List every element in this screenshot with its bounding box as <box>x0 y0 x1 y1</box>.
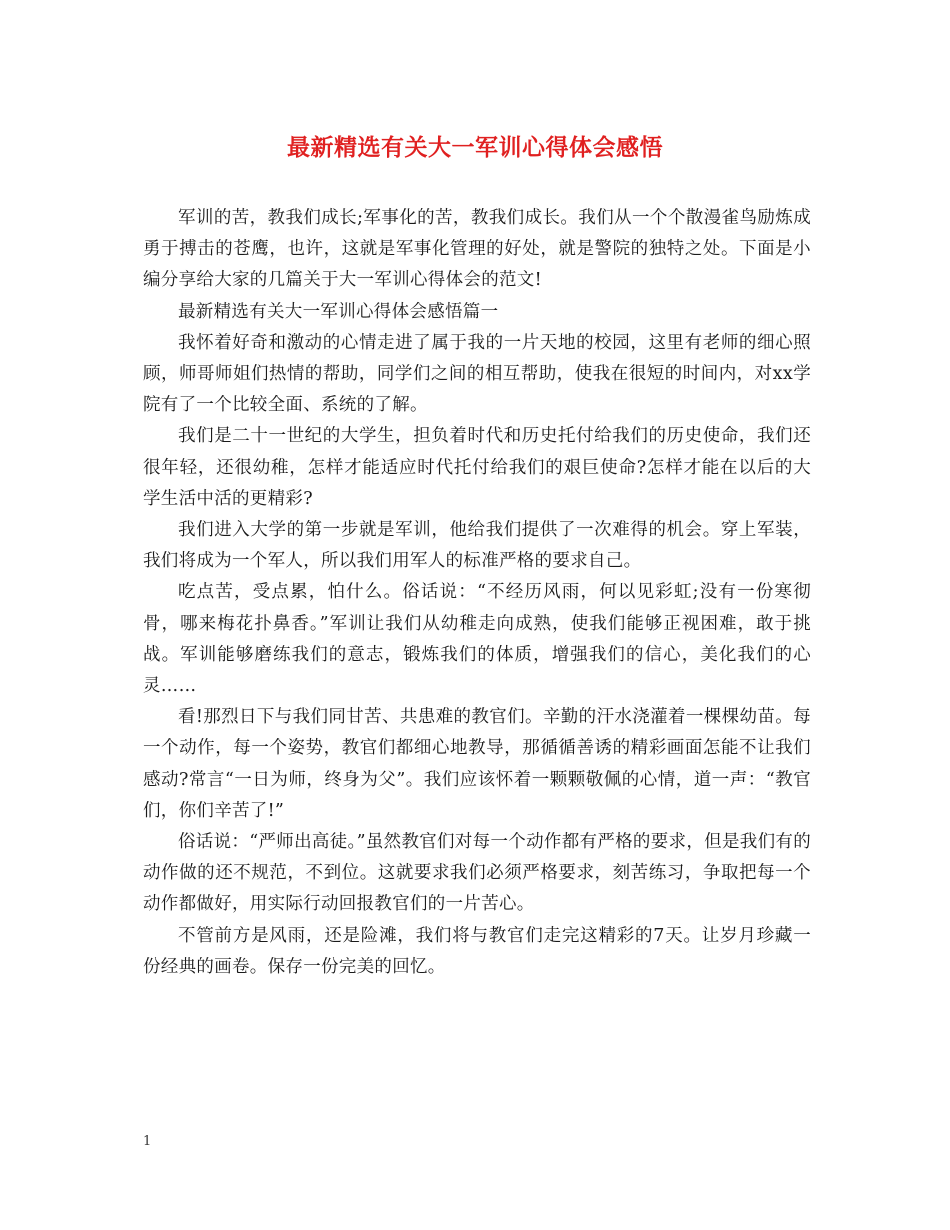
body-paragraph: 不管前方是风雨，还是险滩，我们将与教官们走完这精彩的7天。让岁月珍藏一份经典的画卷。保存一份完美的回忆。 <box>143 925 811 977</box>
document-title: 最新精选有关大一军训心得体会感悟 <box>287 134 663 161</box>
document-body <box>143 203 811 983</box>
body-paragraph: 俗话说：“严师出高徒。”虽然教官们对每一个动作都有严格的要求，但是我们有的动作做的还不规范，不到位。这就要求我们必须严格要求，刻苦练习，争取把每一个动作都做好，用实际行动回报教官们的一片苦心。 <box>143 832 811 915</box>
intro-paragraph: 军训的苦，教我们成长;军事化的苦，教我们成长。我们从一个个散漫雀鸟励炼成勇于搏击的苍鹰，也许，这就是军事化管理的好处，就是警院的独特之处。下面是小编分享给大家的几篇关于大一军训心得体会的范文! <box>143 208 811 291</box>
body-paragraph: 我们是二十一世纪的大学生，担负着时代和历史托付给我们的历史使命，我们还很年轻，还很幼稚，怎样才能适应时代托付给我们的艰巨使命?怎样才能在以后的大学生活中活的更精彩? <box>143 426 811 509</box>
section-heading: 最新精选有关大一军训心得体会感悟篇一 <box>178 301 499 322</box>
body-paragraph: 吃点苦，受点累，怕什么。俗话说：“不经历风雨，何以见彩虹;没有一份寒彻骨，哪来梅花扑鼻香。”军训让我们从幼稚走向成熟，使我们能够正视困难，敢于挑战。军训能够磨练我们的意志，锻炼我们的体质，增强我们的信心，美化我们的心灵…… <box>143 582 811 697</box>
body-paragraph: 我们进入大学的第一步就是军训，他给我们提供了一次难得的机会。穿上军装，我们将成为一个军人，所以我们用军人的标准严格的要求自己。 <box>143 520 811 572</box>
body-paragraph: 我怀着好奇和激动的心情走进了属于我的一片天地的校园，这里有老师的细心照顾，师哥师姐们热情的帮助，同学们之间的相互帮助，使我在很短的时间内，对xx学院有了一个比较全面、系统的了解。 <box>143 332 811 416</box>
page-number: 1 <box>143 1134 152 1149</box>
body-paragraph: 看!那烈日下与我们同甘苦、共患难的教官们。辛勤的汗水浇灌着一棵棵幼苗。每一个动作，每一个姿势，教官们都细心地教导，那循循善诱的精彩画面怎能不让我们感动?常言“一日为师，终身为父”。我们应该怀着一颗颗敬佩的心情，道一声：“教官们，你们辛苦了!” <box>143 707 811 821</box>
